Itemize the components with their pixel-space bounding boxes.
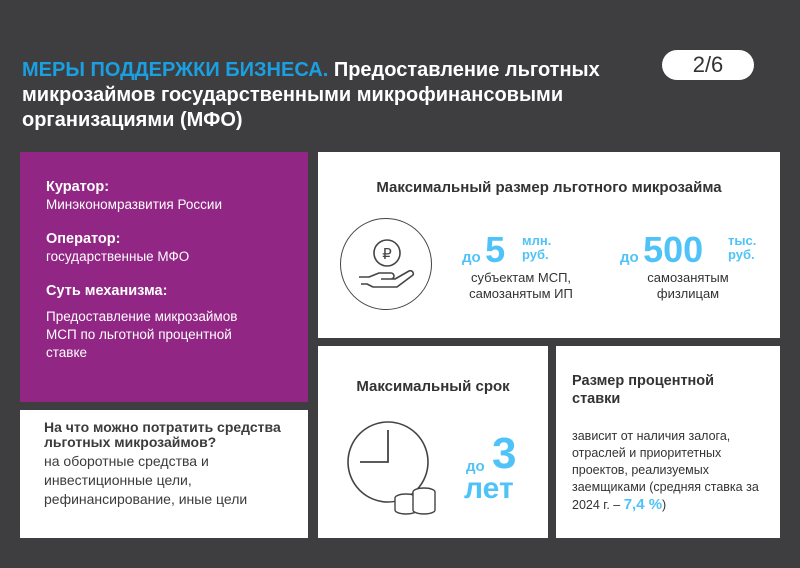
page-title — [22, 58, 642, 133]
term-unit: лет — [464, 472, 514, 505]
term-number: 3 — [492, 429, 517, 478]
se-prefix: до — [620, 249, 639, 266]
spend-answer: на оборотные средства и инвестиционные цели, рефинансирование, иные цели — [44, 453, 248, 507]
title-rest: Предоставление льготных микрозаймов государственными микрофинансовыми организациями (МФО) — [22, 59, 600, 131]
operator-value: государственные МФО — [46, 249, 190, 264]
msp-prefix: до — [462, 249, 481, 266]
page-indicator: 2/6 — [662, 50, 754, 80]
rate-value: 7,4 % — [623, 496, 663, 513]
rate-card — [556, 346, 780, 538]
rate-title: Размер процентной ставки — [572, 373, 715, 407]
msp-caption: субъектам МСП, самозанятым ИП — [469, 270, 573, 301]
spend-question: На что можно потратить средства льготных микрозаймов? — [44, 419, 281, 450]
se-caption: самозанятым физлицам — [647, 270, 729, 301]
curator-label: Куратор: — [46, 179, 110, 195]
mechanism-value: Предоставление микрозаймов МСП по льготной процентной ставке — [46, 309, 238, 360]
msp-unit1: млн. — [522, 233, 552, 248]
svg-text:₽: ₽ — [382, 245, 392, 263]
term-prefix: до — [466, 458, 485, 475]
info-card — [20, 152, 308, 402]
clock-coins-icon — [344, 420, 440, 520]
rate-description: зависит от наличия залога, отраслей и приоритетных проектов, реализуемых заемщиками (средняя ставка за 2024 г. – — [572, 429, 759, 512]
se-unit1: тыс. — [728, 233, 757, 248]
se-unit2: руб. — [728, 247, 755, 262]
term-value — [464, 429, 544, 522]
rate-text-end: ) — [662, 498, 667, 512]
msp-number: 5 — [485, 229, 506, 270]
curator-value: Минэкономразвития России — [46, 197, 222, 212]
spend-card — [20, 410, 308, 538]
term-card — [318, 346, 548, 538]
operator-label: Оператор: — [46, 231, 121, 247]
max-amount-card — [318, 152, 780, 338]
max-amount-selfemployed — [620, 229, 760, 272]
max-amount-msp — [462, 229, 572, 272]
rate-text — [572, 428, 772, 514]
term-title: Максимальный срок — [356, 378, 510, 395]
se-number: 500 — [643, 229, 704, 270]
title-accent: МЕРЫ ПОДДЕРЖКИ БИЗНЕСА. — [22, 59, 329, 81]
mechanism-label: Суть механизма: — [46, 283, 168, 299]
max-amount-title: Максимальный размер льготного микрозайма — [376, 179, 722, 196]
msp-unit2: руб. — [522, 247, 549, 262]
coin-hand-icon — [340, 218, 432, 310]
